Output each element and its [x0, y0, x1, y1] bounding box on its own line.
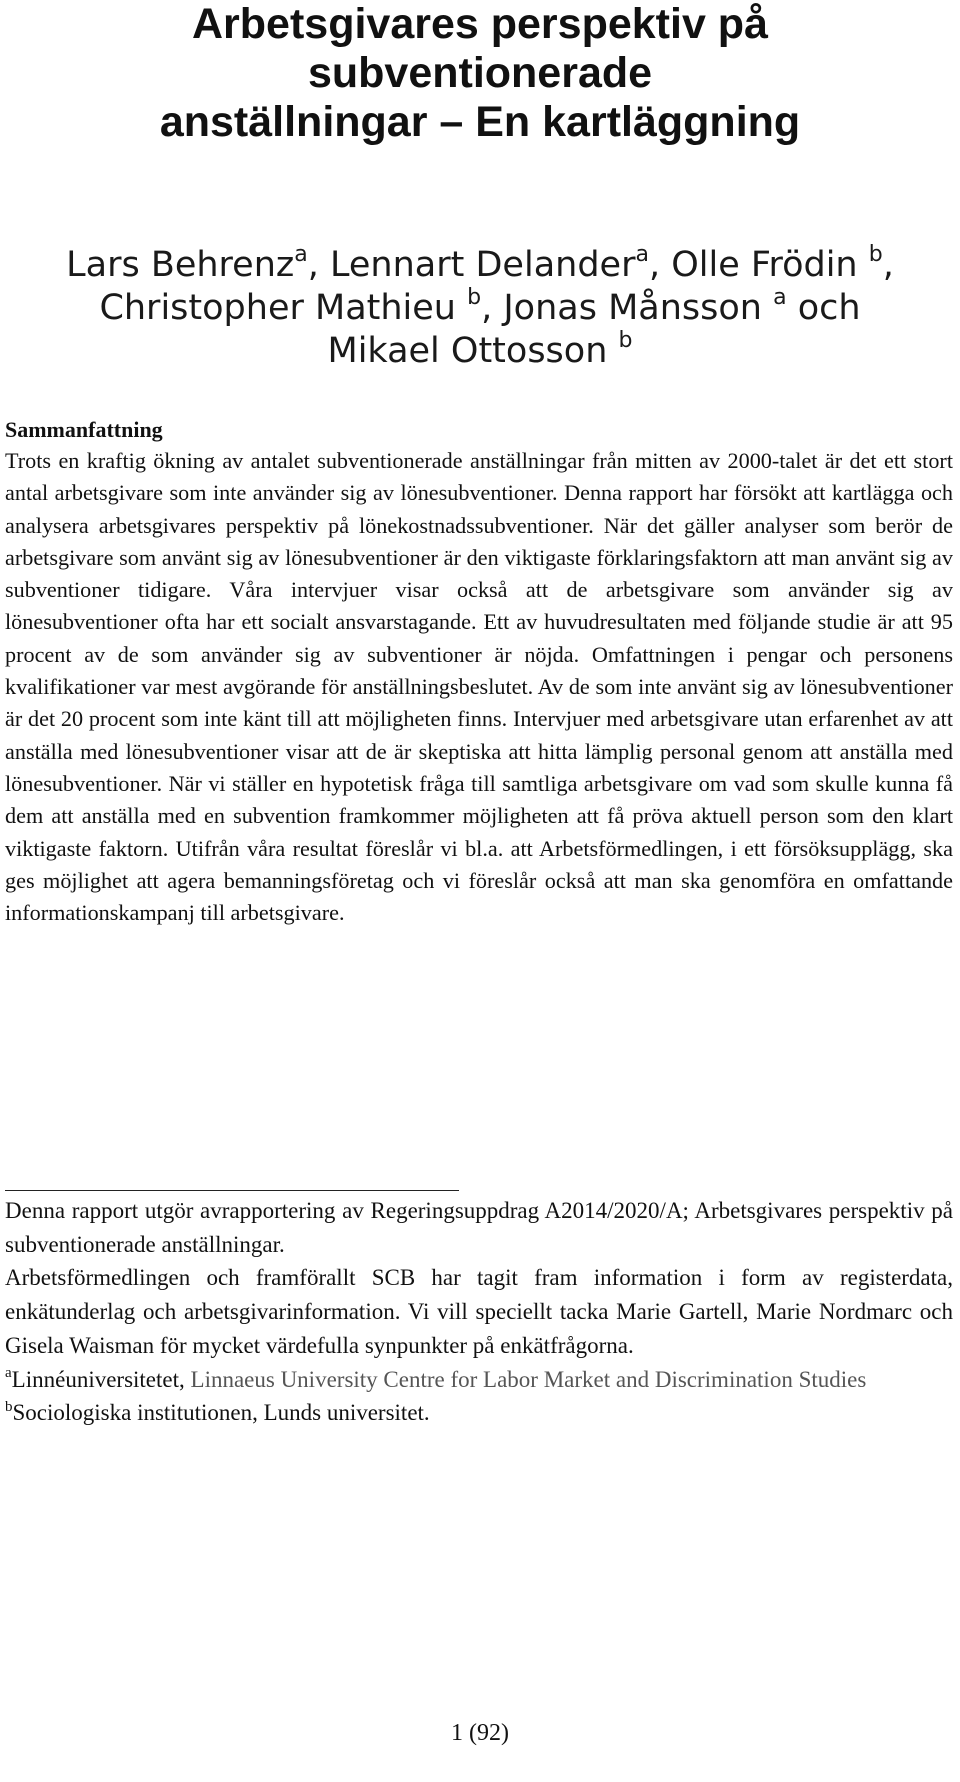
author-list — [0, 244, 960, 373]
affiliation-a-centre: Linnaeus University Centre for Labor Market and Discrimination Studies — [190, 1366, 867, 1392]
summary-section — [5, 415, 953, 929]
author-name: Lars Behrenz — [66, 245, 295, 285]
document-title — [0, 0, 960, 147]
author-name: Jonas Månsson — [503, 288, 774, 328]
title-line: subventionerade — [307, 49, 653, 97]
footnotes — [5, 1194, 953, 1430]
affiliation-a-name: Linnéuniversitetet, — [11, 1366, 191, 1392]
author-name: Lennart Delander — [330, 245, 636, 285]
footnote-affiliations — [5, 1363, 953, 1430]
affiliation-b-name: Sociologiska institutionen, Lunds universitet. — [12, 1400, 430, 1426]
title-line: anställningar – En kartläggning — [159, 98, 801, 146]
affiliation-marker: a — [635, 242, 649, 268]
author-name: Christopher Mathieu — [99, 288, 468, 328]
affiliation-marker: b — [467, 285, 482, 311]
author-separator: , — [882, 245, 894, 285]
author-separator: , — [648, 245, 672, 285]
author-name: Mikael Ottosson — [327, 331, 619, 371]
summary-paragraph: Trots en kraftig ökning av antalet subventionerade anställningar från mitten av 2000-talet är det ett stort antal arbetsgivare som inte använder sig av lönesubventioner. Denna rapport har försökt att kartlägga och analysera arbetsgivares perspektiv på lönekostnadssubventioner. När det gäller analyser som berör de arbetsgivare som använt sig av lönesubventioner är den viktigaste förklaringsfaktorn att man använt sig av subventioner tidigare. Våra intervjuer visar också att de arbetsgivare som använder sig av lönesubventioner ofta har ett socialt ansvarstagande. Ett av huvudresultaten med följande studie är att 95 procent av de som använder sig av subventioner är nöjda. Omfattningen i pengar och personens kvalifikationer var mest avgörande för anställningsbeslutet. Av de som inte använt sig av lönesubventioner är det 20 procent som inte känt till att möjligheten finns. Intervjuer med arbetsgivare utan erfarenhet av att anställa med lönesubventioner visar att de är skeptiska att hitta lämplig personal genom att anställa med lönesubventioner. När vi ställer en hypotetisk fråga till samtliga arbetsgivare om vad som skulle kunna få dem att anställa med en subvention framkommer möjligheten att få pröva aktuell person som den klart viktigaste faktorn. Utifrån våra resultat föreslår vi bl.a. att Arbetsförmedlingen, i ett försöksupplägg, ska ges möjlighet att agera bemanningsföretag och vi föreslår också att man ska genomföra en omfattande informationskampanj till arbetsgivare. — [5, 448, 953, 926]
summary-heading: Sammanfattning — [5, 417, 163, 442]
author-line — [0, 244, 960, 287]
footnote-thanks: Arbetsförmedlingen och framförallt SCB har tagit fram information i form av registerdata, enkätunderlag och arbetsgivarinformation. Vi vill speciellt tacka Marie Gartell, Marie Nordmarc och Gisela Waisman för mycket värdefulla synpunkter på enkätfrågorna. — [5, 1265, 953, 1358]
author-name: Olle Frödin — [671, 245, 869, 285]
affiliation-marker: b — [5, 1398, 13, 1415]
author-separator: , — [481, 288, 504, 328]
affiliation-marker: b — [618, 328, 633, 354]
page-number: 1 (92) — [451, 1720, 509, 1746]
title-line: Arbetsgivares perspektiv på — [192, 0, 768, 48]
affiliation-marker: a — [5, 1364, 12, 1381]
affiliation-marker: a — [294, 242, 308, 268]
author-line — [0, 287, 960, 330]
author-separator: , — [307, 245, 331, 285]
footnote-divider — [5, 1190, 459, 1191]
author-separator: och — [786, 288, 861, 328]
affiliation-marker: b — [868, 242, 883, 268]
author-line — [0, 330, 960, 373]
footnote-report: Denna rapport utgör avrapportering av Regeringsuppdrag A2014/2020/A; Arbetsgivares perspektiv på subventionerade anställningar. — [5, 1198, 953, 1257]
affiliation-marker: a — [773, 285, 787, 311]
